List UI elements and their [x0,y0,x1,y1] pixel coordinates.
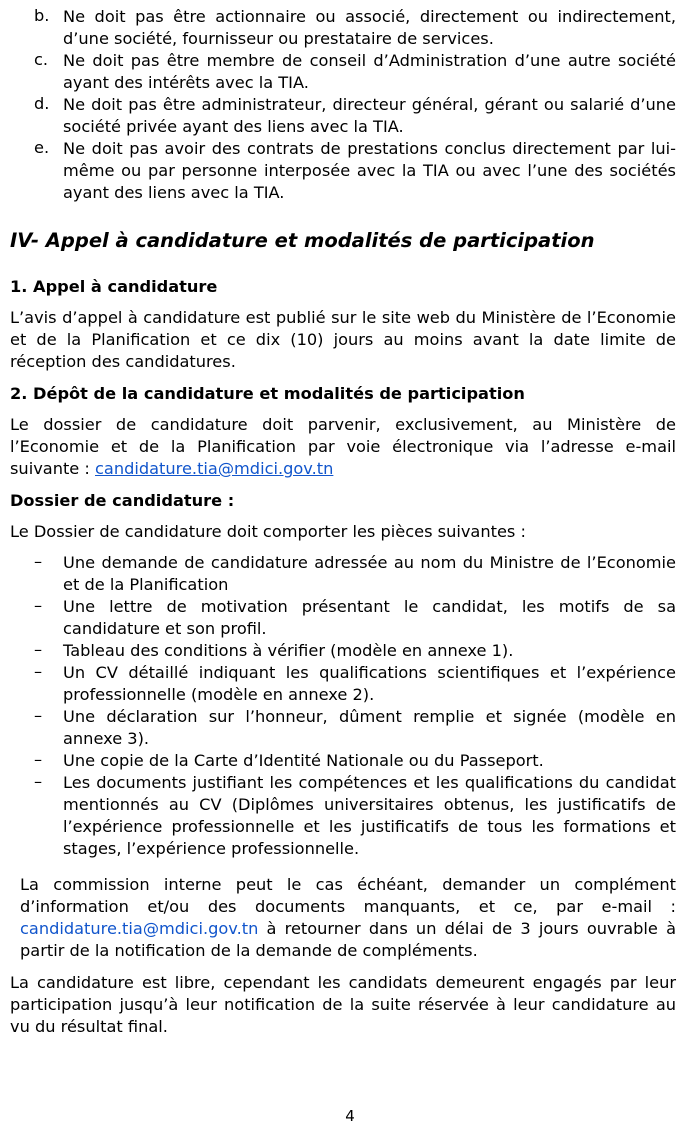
subsection-heading-depot: 2. Dépôt de la candidature et modalités de participation [10,384,525,403]
list-item [34,772,676,860]
dossier-list [34,552,676,860]
list-item [34,706,676,750]
list-item-text: Un CV détaillé indiquant les qualifications scientifiques et l’expérience professionnelle (modèle en annexe 2). [63,663,676,704]
dossier-heading: Dossier de candidature : [10,491,235,510]
list-item-text: Une demande de candidature adressée au nom du Ministre de l’Economie et de la Planification [63,553,676,594]
paragraph-depot [10,414,676,480]
list-item [34,552,676,596]
list-item-text: Ne doit pas avoir des contrats de prestations conclus directement par lui-même ou par personne interposée avec la TIA ou avec l’une des sociétés ayant des liens avec la TIA. [63,139,676,202]
list-item [34,596,676,640]
commission-text-2: à retourner dans un délai de 3 jours ouvrable à partir de la notification de la demande de compléments. [20,919,676,960]
commission-text-1: La commission interne peut le cas échéant, demander un complément d’information et/ou des documents manquants, et ce, par e-mail : [20,875,676,916]
list-marker: d. [34,94,50,113]
dossier-intro: Le Dossier de candidature doit comporter les pièces suivantes : [10,522,526,541]
criteria-item-e [34,138,676,204]
dash-marker: – [34,706,43,725]
section-heading: IV- Appel à candidature et modalités de participation [10,229,595,252]
subsection-heading-appel: 1. Appel à candidature [10,277,218,296]
dash-marker: – [34,750,43,769]
dash-marker: – [34,596,43,615]
email-link[interactable]: candidature.tia@mdici.gov.tn [20,919,259,938]
criteria-list [34,6,676,204]
page-number: 4 [345,1107,355,1125]
list-marker: c. [34,50,49,69]
list-item-text: Tableau des conditions à vérifier (modèle en annexe 1). [63,641,514,660]
list-item [34,750,676,772]
email-link[interactable]: candidature.tia@mdici.gov.tn [95,459,334,478]
closing-paragraph: La candidature est libre, cependant les candidats demeurent engagés par leur participation jusqu’à leur notification de la suite réservée à leur candidature au vu du résultat final. [10,973,676,1036]
criteria-item-d [34,94,676,138]
list-item-text: Une lettre de motivation présentant le candidat, les motifs de sa candidature et son profil. [63,597,676,638]
dash-marker: – [34,552,43,571]
dash-marker: – [34,662,43,681]
dash-marker: – [34,772,43,791]
list-item-text: Une copie de la Carte d’Identité Nationale ou du Passeport. [63,751,544,770]
list-marker: e. [34,138,50,157]
paragraph-appel: L’avis d’appel à candidature est publié sur le site web du Ministère de l’Economie et de la Planification et ce dix (10) jours au moins avant la date limite de réception des candidatures. [10,308,676,371]
criteria-item-b [34,6,676,50]
list-marker: b. [34,6,50,25]
criteria-item-c [34,50,676,94]
list-item [34,662,676,706]
dash-marker: – [34,640,43,659]
list-item-text: Ne doit pas être administrateur, directeur général, gérant ou salarié d’une société privée ayant des liens avec la TIA. [63,95,676,136]
commission-paragraph [20,874,676,962]
list-item-text: Les documents justifiant les compétences et les qualifications du candidat mentionnés au CV (Diplômes universitaires obtenus, les justificatifs de l’expérience professionnelle et les justificatifs de tous les formations et stages, l’expérience professionnelle. [63,773,676,858]
list-item-text: Une déclaration sur l’honneur, dûment remplie et signée (modèle en annexe 3). [63,707,676,748]
list-item-text: Ne doit pas être membre de conseil d’Administration d’une autre société ayant des intérêts avec la TIA. [63,51,676,92]
list-item [34,640,676,662]
paragraph-depot-text: Le dossier de candidature doit parvenir, exclusivement, au Ministère de l’Economie et de la Planification par voie électronique via l’adresse e-mail suivante : [10,415,676,478]
list-item-text: Ne doit pas être actionnaire ou associé, directement ou indirectement, d’une société, fournisseur ou prestataire de services. [63,7,676,48]
